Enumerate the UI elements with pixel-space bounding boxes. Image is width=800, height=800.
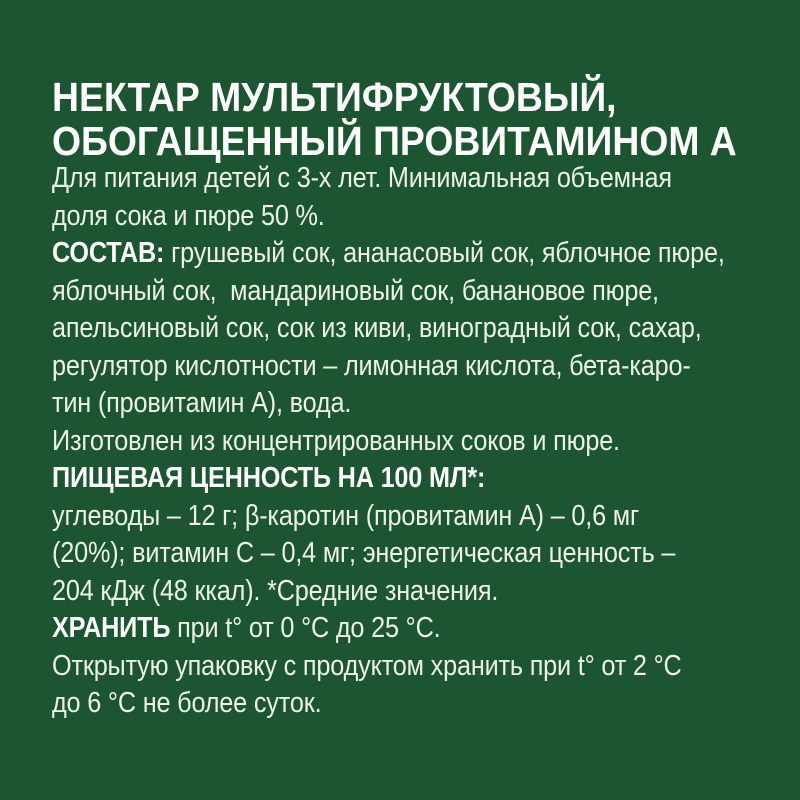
label-body-text <box>52 160 792 723</box>
line-text: при t° от 0 °С до 25 °С. <box>170 612 441 644</box>
label-line-nutrition-heading <box>52 460 696 498</box>
product-label <box>52 75 792 723</box>
label-line-composition-4 <box>52 348 696 386</box>
label-line-nutrition-3 <box>52 573 696 611</box>
storage-heading: ХРАНИТЬ <box>52 612 171 644</box>
line-text: грушевый сок, ананасовый сок, яблочное пюре, <box>164 237 725 269</box>
line-text: (20%); витамин С – 0,4 мг; энергетическая ценность – <box>52 537 676 569</box>
line-text: углеводы – 12 г; β-каротин (провитамин А) – 0,6 мг <box>52 499 639 532</box>
label-line-storage-2 <box>52 648 696 686</box>
label-line-composition-5 <box>52 385 696 423</box>
composition-heading: СОСТАВ: <box>52 237 165 269</box>
label-line-composition-1 <box>52 235 725 273</box>
line-text: тин (провитамин А), вода. <box>52 387 352 419</box>
label-line-intro-1 <box>52 160 696 198</box>
label-line-composition-3 <box>52 310 702 348</box>
line-text: регулятор кислотности – лимонная кислота, бета-каро- <box>52 349 691 382</box>
label-line-nutrition-2 <box>52 535 696 573</box>
product-title <box>52 75 792 163</box>
line-text: доля сока и пюре 50 %. <box>52 199 325 232</box>
label-line-nutrition-1 <box>52 498 696 536</box>
line-text: Для питания детей с 3-х лет. Минимальная объемная <box>52 162 672 194</box>
line-text: 204 кДж (48 ккал). *Средние значения. <box>52 574 499 607</box>
line-text: яблочный сок, мандариновый сок, банановое пюре, <box>52 274 659 307</box>
line-text: Открытую упаковку с продуктом хранить при t° от 2 °С <box>52 649 682 682</box>
line-text: до 6 °С не более суток. <box>52 687 322 719</box>
line-text: апельсиновый сок, сок из киви, виноградный сок, сахар, <box>52 312 702 344</box>
label-line-composition-2 <box>52 273 696 311</box>
nutrition-heading: ПИЩЕВАЯ ЦЕННОСТЬ НА 100 МЛ*: <box>52 462 486 494</box>
line-text: Изготовлен из концентрированных соков и пюре. <box>52 424 620 457</box>
label-line-storage-3 <box>52 685 696 723</box>
product-title-line-1: НЕКТАР МУЛЬТИФРУКТОВЫЙ, <box>52 74 617 120</box>
label-line-made-from <box>52 423 696 461</box>
label-line-storage-1 <box>52 610 696 648</box>
label-line-intro-2 <box>52 198 696 236</box>
product-title-line-2: ОБОГАЩЕННЫЙ ПРОВИТАМИНОМ А <box>52 118 737 164</box>
